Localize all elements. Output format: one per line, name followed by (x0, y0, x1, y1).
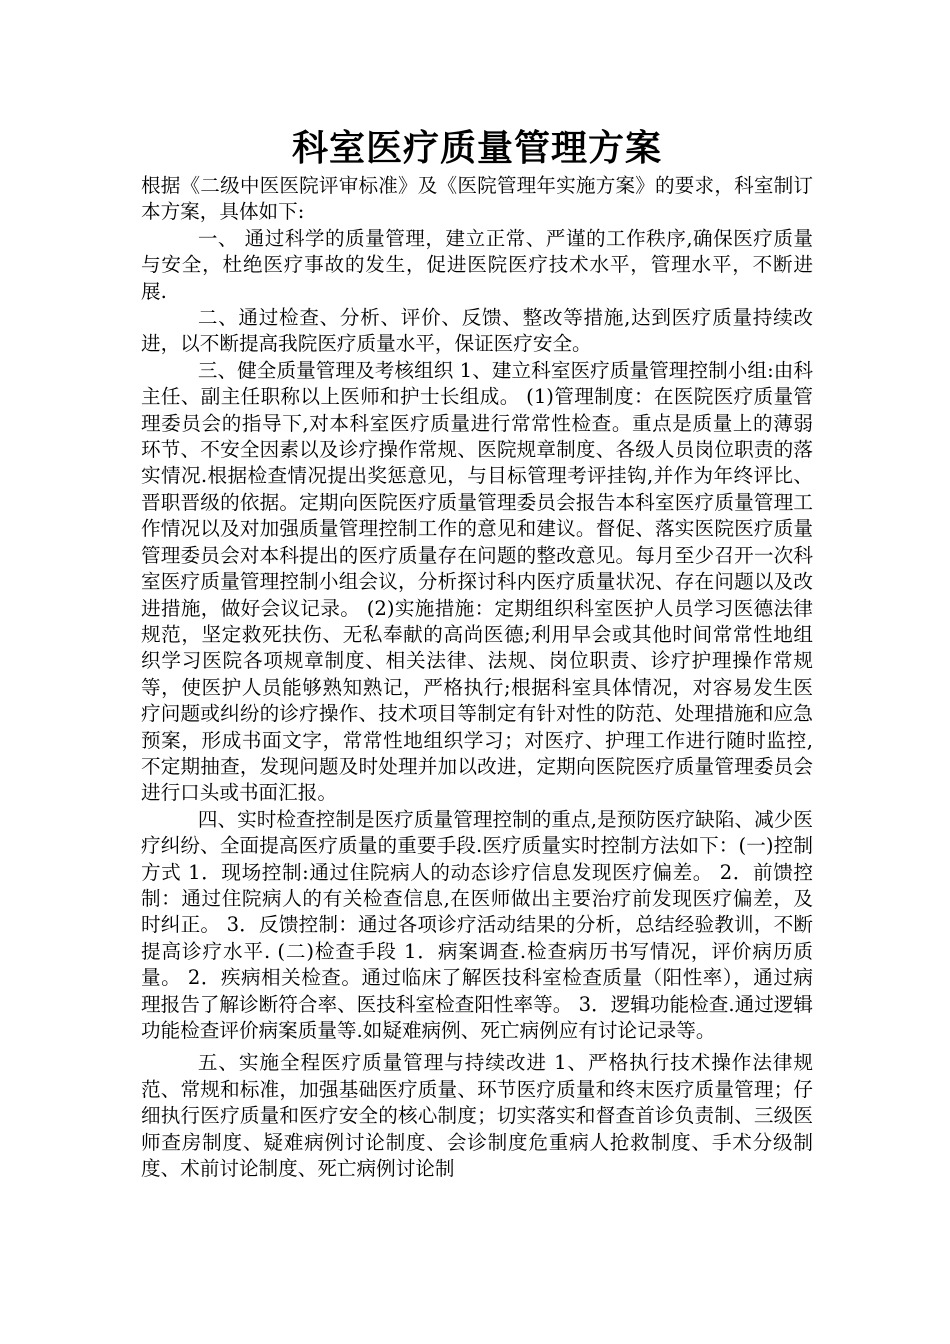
section-3-paragraph: 三、健全质量管理及考核组织 1、建立科室医疗质量管理控制小组:由科主任、副主任职称以上医师和护士长组成。 (1)管理制度：在医院医疗质量管理委员会的指导下,对本科室医疗质量进行常常性检查。重点是质量上的薄弱环节、不安全因素以及诊疗操作常规、医院规章制度、各级人员岗位职责的落实情况.根据检查情况提出奖惩意见，与目标管理考评挂钩,并作为年终评比、晋职晋级的依据。定期向医院医疗质量管理委员会报告本科室医疗质量管理工作情况以及对加强质量管理控制工作的意见和建议。督促、落实医院医疗质量管理委员会对本科提出的医疗质量存在问题的整改意见。每月至少召开一次科室医疗质量管理控制小组会议，分析探讨科内医疗质量状况、存在问题以及改进措施，做好会议记录。 (2)实施措施：定期组织科室医护人员学习医德法律规范，坚定救死扶伤、无私奉献的高尚医德;利用早会或其他时间常常性地组织学习医院各项规章制度、相关法律、法规、岗位职责、诊疗护理操作常规等，使医护人员能够熟知熟记，严格执行;根据科室具体情况，对容易发生医疗问题或纠纷的诊疗操作、技术项目等制定有针对性的防范、处理措施和应急预案，形成书面文字，常常性地组织学习；对医疗、护理工作进行随时监控,不定期抽查，发现问题及时处理并加以改进，定期向医院医疗质量管理委员会进行口头或书面汇报。 (141, 358, 813, 805)
section-4-paragraph: 四、实时检查控制是医疗质量管理控制的重点,是预防医疗缺陷、减少医疗纠纷、全面提高医疗质量的重要手段.医疗质量实时控制方法如下：(一)控制方式 1．现场控制:通过住院病人的动态诊疗信息发现医疗偏差。 2．前馈控制：通过住院病人的有关检查信息,在医师做出主要治疗前发现医疗偏差，及时纠正。 3．反馈控制：通过各项诊疗活动结果的分析，总结经验教训，不断提高诊疗水平. (二)检查手段 1．病案调查.检查病历书写情况，评价病历质量。 2．疾病相关检查。通过临床了解医技科室检查质量（阳性率），通过病理报告了解诊断符合率、医技科室检查阳性率等。 3．逻辑功能检查.通过逻辑功能检查评价病案质量等.如疑难病例、死亡病例应有讨论记录等。 (141, 807, 813, 1042)
section-5-paragraph: 五、实施全程医疗质量管理与持续改进 1、严格执行技术操作法律规范、常规和标准，加强基础医疗质量、环节医疗质量和终末医疗质量管理；仔细执行医疗质量和医疗安全的核心制度；切实落实和督查首诊负责制、三级医师查房制度、疑难病例讨论制度、会诊制度危重病人抢救制度、手术分级制度、术前讨论制度、死亡病例讨论制 (141, 1051, 813, 1181)
section-2-paragraph: 二、通过检查、分析、评价、反馈、整改等措施,达到医疗质量持续改进，以不断提高我院医疗质量水平，保证医疗安全。 (141, 306, 813, 356)
intro-paragraph: 根据《二级中医医院评审标准》及《医院管理年实施方案》的要求，科室制订本方案，具体如下: (141, 174, 813, 224)
document-page (141, 125, 813, 1182)
section-1-paragraph: 一、 通过科学的质量管理，建立正常、严谨的工作秩序,确保医疗质量与安全，杜绝医疗事故的发生，促进医院医疗技术水平，管理水平，不断进展. (141, 226, 813, 303)
document-title: 科室医疗质量管理方案 (291, 127, 662, 169)
